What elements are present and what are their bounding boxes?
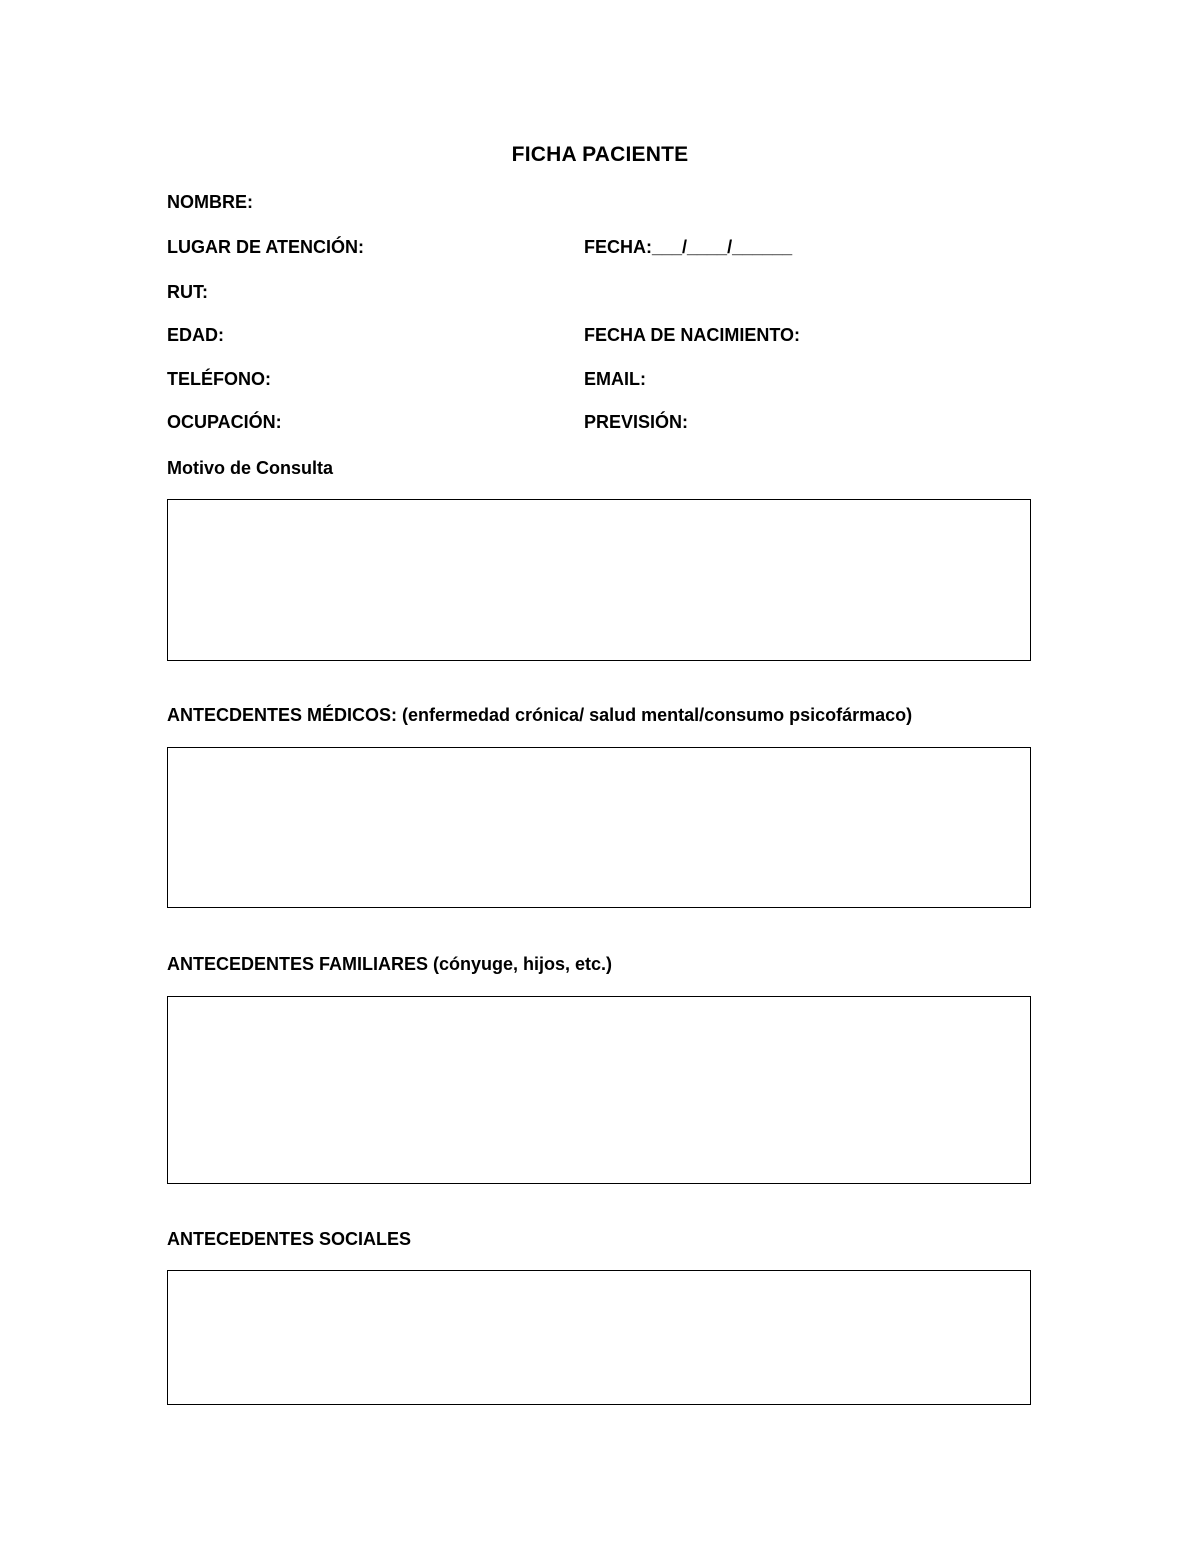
fecha-nacimiento-label: FECHA DE NACIMIENTO: <box>584 325 800 345</box>
antecedentes-sociales-box[interactable] <box>167 1270 1031 1405</box>
ocupacion-label: OCUPACIÓN: <box>167 412 282 432</box>
fecha-label: FECHA:___/____/______ <box>584 237 793 257</box>
motivo-consulta-label: Motivo de Consulta <box>167 458 333 478</box>
motivo-consulta-box[interactable] <box>167 499 1031 661</box>
telefono-label: TELÉFONO: <box>167 369 271 389</box>
antecedentes-sociales-label: ANTECEDENTES SOCIALES <box>167 1229 412 1249</box>
page-title: FICHA PACIENTE <box>511 143 689 166</box>
lugar-atencion-label: LUGAR DE ATENCIÓN: <box>167 237 364 257</box>
antecedentes-familiares-label: ANTECEDENTES FAMILIARES (cónyuge, hijos, etc.) <box>167 954 613 974</box>
rut-label: RUT: <box>167 282 208 302</box>
prevision-label: PREVISIÓN: <box>584 412 689 432</box>
antecedentes-familiares-box[interactable] <box>167 996 1031 1184</box>
email-label: EMAIL: <box>584 369 646 389</box>
antecedentes-medicos-box[interactable] <box>167 747 1031 908</box>
antecedentes-medicos-label: ANTECDENTES MÉDICOS: (enfermedad crónica/ salud mental/consumo psicofármaco) <box>167 705 913 725</box>
edad-label: EDAD: <box>167 325 224 345</box>
nombre-label: NOMBRE: <box>167 192 253 212</box>
